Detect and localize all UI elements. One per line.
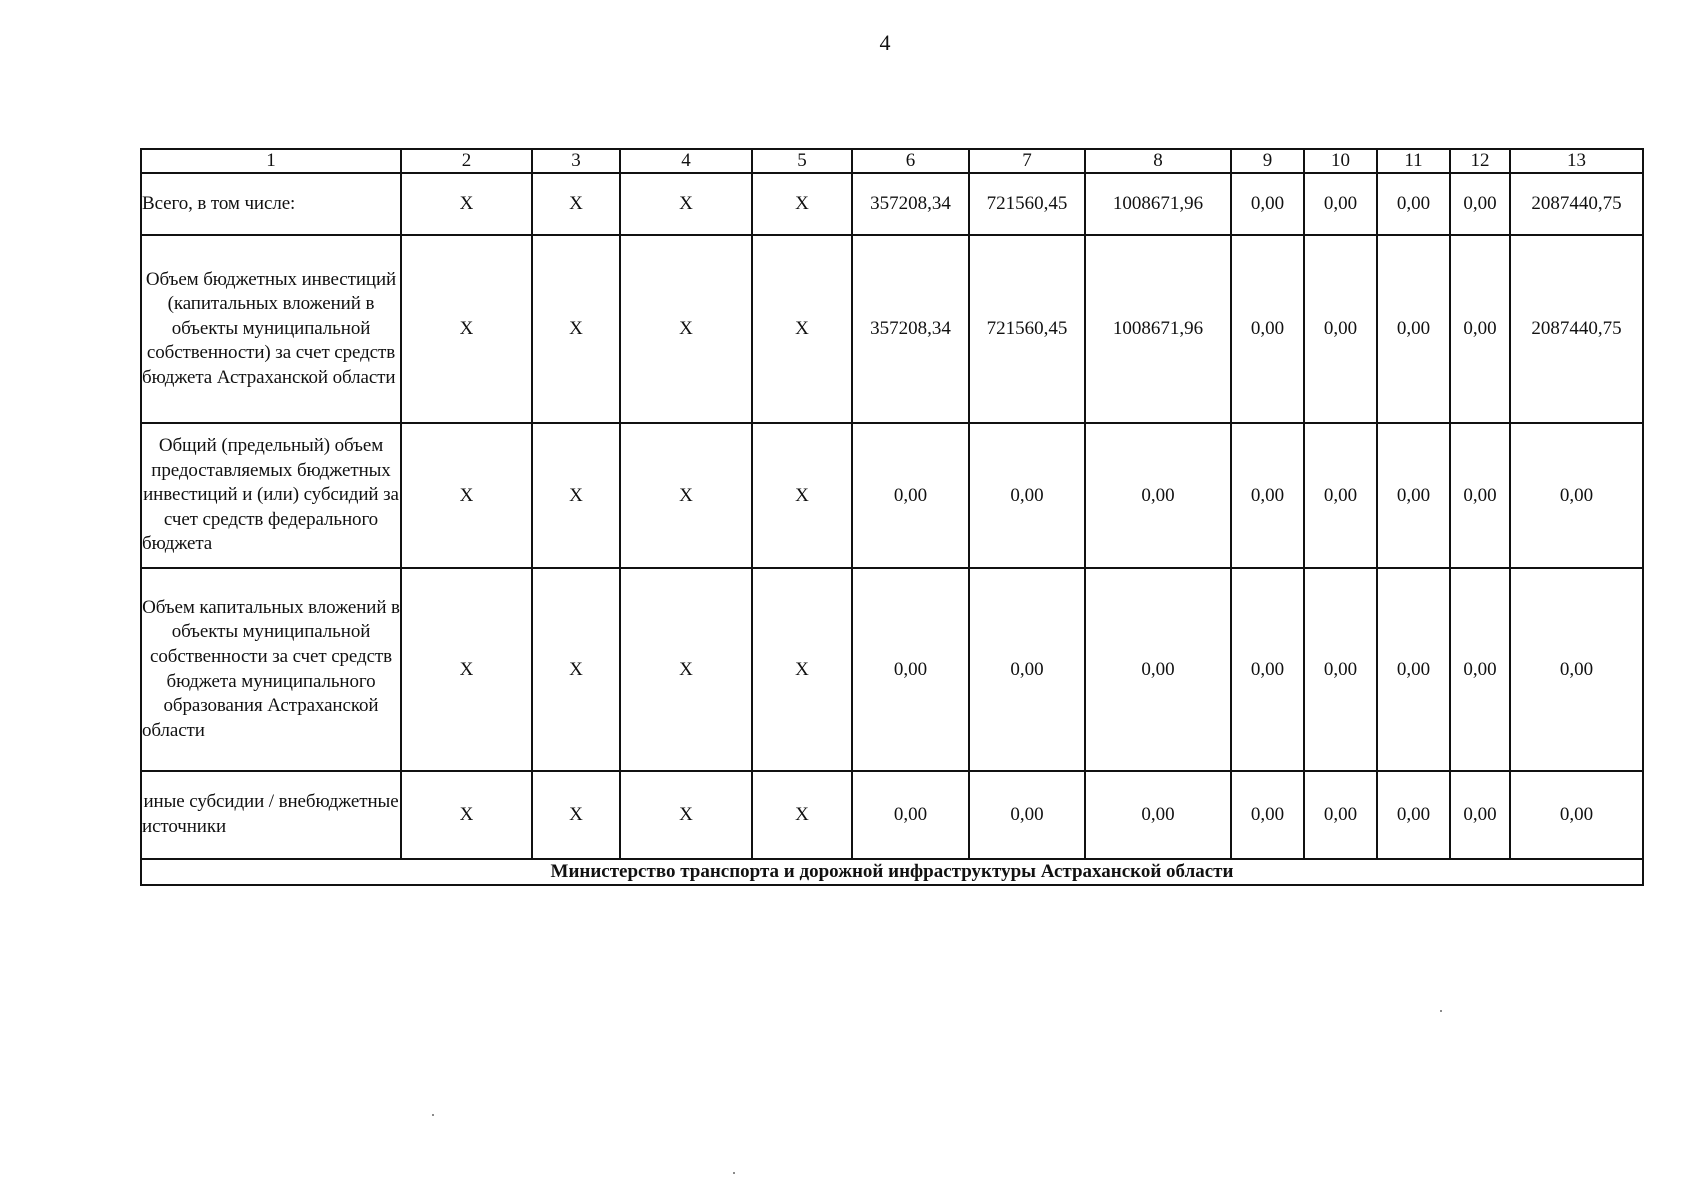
table-cell: 0,00: [969, 568, 1085, 771]
table-cell: 0,00: [1510, 568, 1643, 771]
table-cell: Х: [401, 771, 532, 859]
scan-speck: [733, 1172, 735, 1174]
table-cell: Х: [532, 235, 620, 423]
row-label: Объем капитальных вложений в объекты муниципальной собственности за счет средств бюджета муниципального образования Астраханской области: [141, 568, 401, 771]
table-cell: Х: [752, 173, 852, 235]
table-cell: 357208,34: [852, 235, 969, 423]
table-cell: 0,00: [1231, 173, 1304, 235]
column-header: 7: [969, 149, 1085, 173]
scan-speck: [432, 1114, 434, 1116]
table-cell: 0,00: [1304, 423, 1377, 568]
table-cell: 357208,34: [852, 173, 969, 235]
table-cell: Х: [532, 568, 620, 771]
table-cell: 0,00: [1377, 423, 1450, 568]
column-header: 9: [1231, 149, 1304, 173]
row-label: Объем бюджетных инвестиций (капитальных вложений в объекты муниципальной собственности) за счет средств бюджета Астраханской области: [141, 235, 401, 423]
table-cell: 0,00: [1231, 235, 1304, 423]
table-cell: 0,00: [1304, 568, 1377, 771]
column-header: 2: [401, 149, 532, 173]
table-cell: 2087440,75: [1510, 235, 1643, 423]
table-cell: 0,00: [852, 423, 969, 568]
table-cell: 2087440,75: [1510, 173, 1643, 235]
table-cell: 0,00: [1231, 568, 1304, 771]
column-header: 13: [1510, 149, 1643, 173]
column-header: 10: [1304, 149, 1377, 173]
table-cell: 0,00: [1085, 423, 1231, 568]
table-cell: Х: [752, 771, 852, 859]
table-cell: Х: [620, 173, 752, 235]
table-cell: 0,00: [1304, 173, 1377, 235]
table-cell: 721560,45: [969, 173, 1085, 235]
column-header: 11: [1377, 149, 1450, 173]
budget-table: [140, 148, 1644, 886]
column-header: 8: [1085, 149, 1231, 173]
table-cell: 0,00: [1377, 568, 1450, 771]
table-cell: 1008671,96: [1085, 173, 1231, 235]
table-cell: 0,00: [1085, 568, 1231, 771]
scan-speck: [1440, 1010, 1442, 1012]
table-cell: Х: [401, 423, 532, 568]
table-cell: 0,00: [1377, 173, 1450, 235]
table-cell: 0,00: [1377, 771, 1450, 859]
table-row-other-sources: [141, 771, 1643, 859]
table-cell: Х: [620, 771, 752, 859]
table-cell: 0,00: [1510, 771, 1643, 859]
table-cell: Х: [532, 423, 620, 568]
table-cell: 0,00: [969, 771, 1085, 859]
row-label: Всего, в том числе:: [141, 173, 401, 235]
column-header: 12: [1450, 149, 1510, 173]
table-cell: 0,00: [1304, 235, 1377, 423]
page-number: 4: [879, 30, 891, 55]
column-number-row: [141, 149, 1643, 173]
table-row-federal-budget: [141, 423, 1643, 568]
table-cell: Х: [401, 173, 532, 235]
row-label: иные субсидии / внебюджетные источники: [141, 771, 401, 859]
column-header: 4: [620, 149, 752, 173]
table-cell: 0,00: [852, 771, 969, 859]
table-cell: Х: [752, 235, 852, 423]
table-cell: 0,00: [1510, 423, 1643, 568]
table-row-municipal-budget: [141, 568, 1643, 771]
table-cell: Х: [620, 235, 752, 423]
table-cell: 0,00: [1377, 235, 1450, 423]
table-cell: 0,00: [1450, 568, 1510, 771]
table-cell: Х: [752, 568, 852, 771]
column-header: 6: [852, 149, 969, 173]
table-cell: 0,00: [1231, 771, 1304, 859]
table-cell: 0,00: [852, 568, 969, 771]
table-cell: Х: [401, 568, 532, 771]
table-cell: 1008671,96: [1085, 235, 1231, 423]
table-cell: 0,00: [1450, 423, 1510, 568]
column-header: 5: [752, 149, 852, 173]
table-cell: 0,00: [1085, 771, 1231, 859]
table-cell: Х: [620, 423, 752, 568]
table-row-regional-budget: [141, 235, 1643, 423]
table-cell: 0,00: [1450, 771, 1510, 859]
row-label: Общий (предельный) объем предоставляемых бюджетных инвестиций и (или) субсидий за счет средств федерального бюджета: [141, 423, 401, 568]
ministry-footer: Министерство транспорта и дорожной инфраструктуры Астраханской области: [141, 859, 1643, 885]
column-header: 3: [532, 149, 620, 173]
table-footer-row: [141, 859, 1643, 885]
table-cell: 0,00: [969, 423, 1085, 568]
table-cell: 0,00: [1450, 173, 1510, 235]
table-row-total: [141, 173, 1643, 235]
table-cell: Х: [532, 173, 620, 235]
table-cell: 0,00: [1304, 771, 1377, 859]
column-header: 1: [141, 149, 401, 173]
table-cell: 0,00: [1231, 423, 1304, 568]
table-cell: Х: [620, 568, 752, 771]
table-cell: Х: [401, 235, 532, 423]
table-cell: Х: [532, 771, 620, 859]
table-cell: 0,00: [1450, 235, 1510, 423]
table-cell: 721560,45: [969, 235, 1085, 423]
table-cell: Х: [752, 423, 852, 568]
